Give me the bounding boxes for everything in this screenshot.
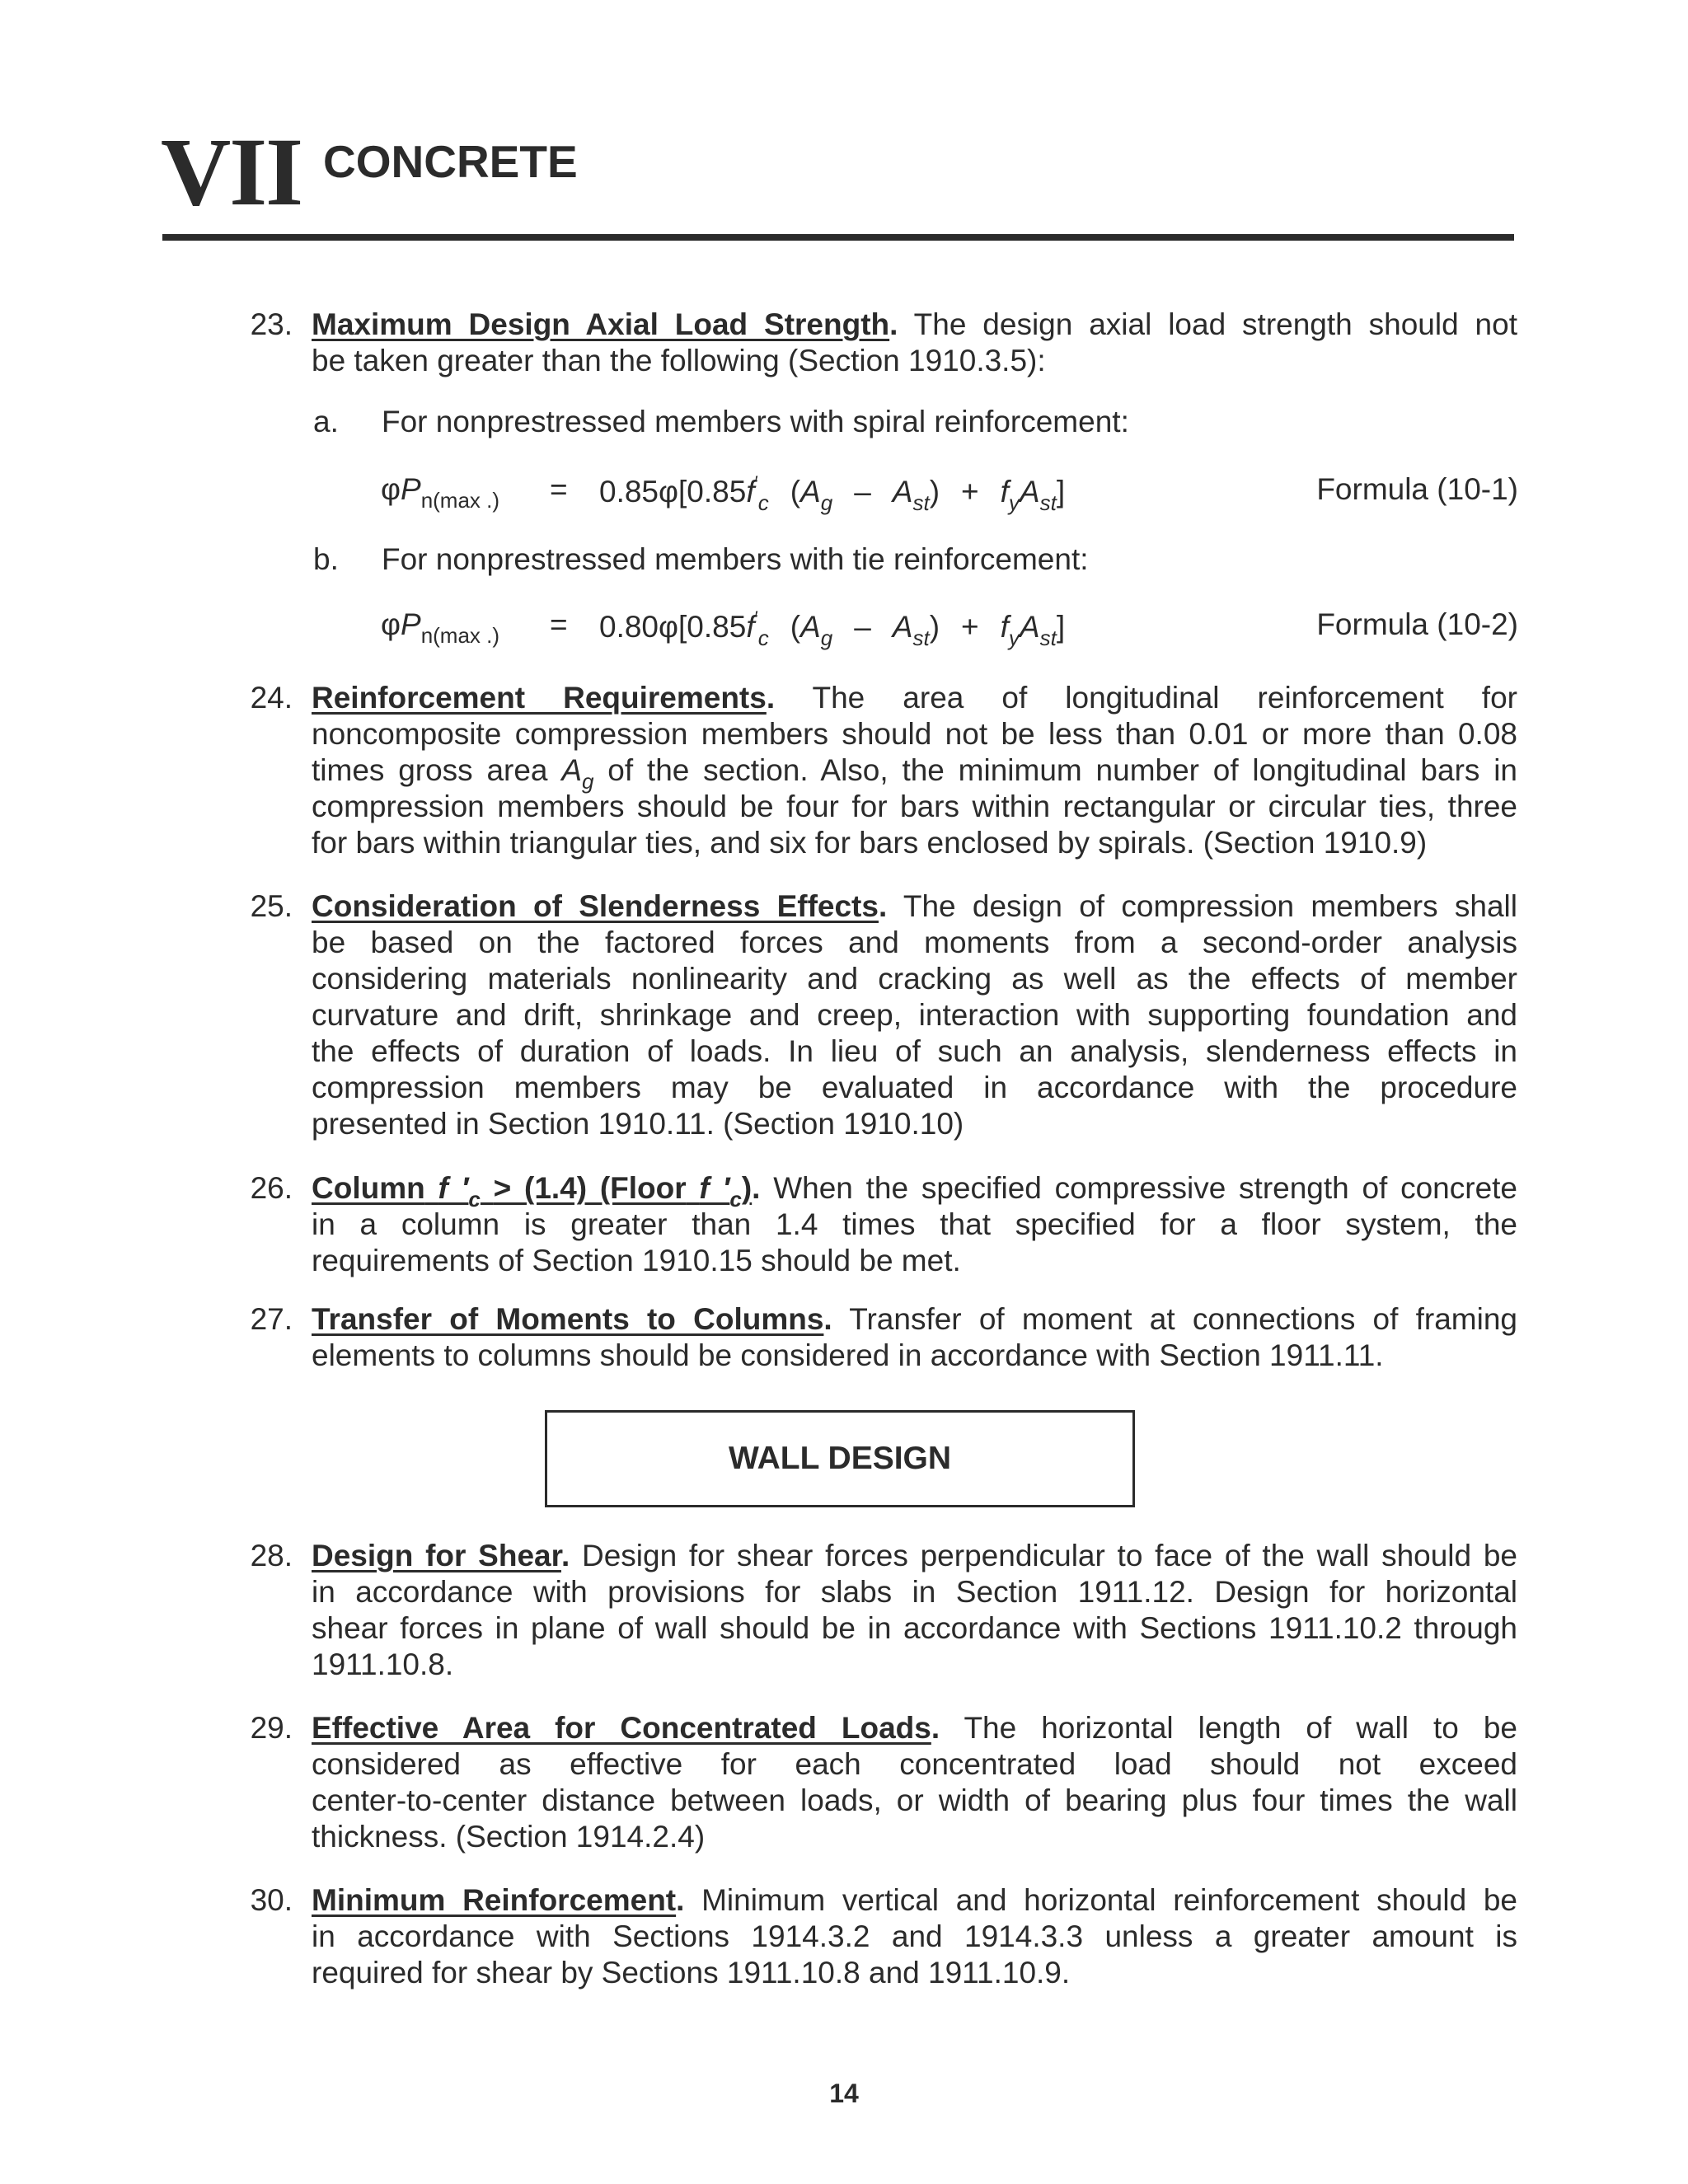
- item-heading: Column f $'_c > (1.4)$ (Floor f $'_c$): [312, 1171, 753, 1212]
- item-heading: Consideration of Slenderness Effects: [312, 889, 879, 923]
- item-heading: Effective Area for Concentrated Loads: [312, 1711, 931, 1745]
- item-heading: Transfer of Moments to Columns: [312, 1302, 824, 1336]
- item-heading: Maximum Design Axial Load Strength: [312, 307, 890, 341]
- item-number: 24.: [250, 681, 293, 715]
- document-page: VII CONCRETE 23. Maximum Design Axial Load Strength. The design axial load strength should not be taken greater than the following (Section 1910.3.5): a. For nonprestressed members with spiral reinforcement: $\varphi P_{n(max .)}$ = $0.85\varphi[0.85f'_c$ $(A_g - A_{st}) + f_yA_{st}$] Formula (10-1) b. For nonprestressed members with tie reinforcement: $\varphi P_{n(max .)}$ = $0.80\varphi[0.85f'_c$ $(A_g - A_{st}) + f_yA_{st}$] Formula (10-2) 24. Reinforcement Requirements. The area of longitudinal reinforcement for noncomposite compression members should not be less than 0.01 or more than 0.08 times gross area $A_g$ of the section. Also, the minimum number of longitudinal bars in compression members should be four for bars within rectangular or circular ties, three for bars within triangular ties, and six for bars enclosed by spirals. (Section 1910.9) 25. Consideration of Slenderness Effects. The design of compression members shall be based on the factored forces and moments from a second-order analysis considering materials nonlinearity and cracking as well as the effects of member curvature and drift, shrinkage and creep, interaction with supporting foundation and the effects of duration of loads. In lieu of such an analysis, slenderness effects in compression members may be evaluated in accordance with the procedure presented in Section 1910.11. (Section 1910.10) 26. Column f $'_c > (1.4)$ (Floor f $'_c$). When the specified compressive strength of concrete in a column is greater than 1.4 times that specified for a floor system, the requirements of Section 1910.15 should be met. 27. Transfer of Moments to Columns. Transfer of moment at connections of framing elements to columns should be considered in accordance with Section 1911.11. WALL DESIGN 28. Design for Shear. Design for shear forces perpendicular to face of the wall should be in accordance with provisions for slabs in Section 1911.12. Design for horizontal shear forces in plane of wall should be in accordance with Sections 1911.10.2 through 1911.10.8. 29. Effective Area for Concentrated Loads. The horizontal length of wall to be considered as effective for each concentrated load should not exceed center-to-center distance between loads, or width of bearing plus four times the wall thickness. (Section 1914.2.4) 30. Minimum Reinforcement. Minimum vertical and horizontal reinforcement should be in accordance with Sections 1914.3.2 and 1914.3.3 unless a greater amount is required for shear by Sections 1911.10.8 and 1911.10.9. 14: [0, 0, 1688, 2184]
- formula-10-1: $\varphi P_{n(max .)}$ = $0.85\varphi[0.85f'_c$ $(A_g - A_{st}) + f_yA_{st}$] Formula (10-1): [381, 472, 1518, 515]
- subitem-letter: b.: [313, 542, 339, 576]
- item-text: The design axial load strength should not: [913, 307, 1517, 341]
- item-number: 27.: [250, 1302, 293, 1336]
- subitem-text: For nonprestressed members with spiral reinforcement:: [382, 405, 1129, 438]
- item-number: 26.: [250, 1171, 293, 1205]
- chapter-title: CONCRETE: [323, 136, 578, 187]
- item-heading: Design for Shear: [312, 1539, 561, 1572]
- item-number: 30.: [250, 1883, 293, 1917]
- page-number: 14: [829, 2079, 859, 2108]
- subitem-letter: a.: [313, 405, 339, 438]
- formula-coefficient: 0.80: [599, 610, 659, 644]
- item-number: 23.: [250, 307, 293, 341]
- subitem-text: For nonprestressed members with tie reinforcement:: [382, 542, 1089, 576]
- formula-coefficient: 0.85: [599, 475, 659, 509]
- chapter-number: VII: [161, 118, 302, 226]
- header-rule: [162, 234, 1514, 241]
- item-heading: Reinforcement Requirements: [312, 681, 767, 715]
- formula-reference: Formula (10-2): [1316, 607, 1518, 641]
- item-number: 28.: [250, 1539, 293, 1572]
- wall-design-heading: WALL DESIGN: [728, 1441, 952, 1476]
- item-text: be taken greater than the following (Section 1910.3.5):: [312, 344, 1046, 377]
- item-heading: Minimum Reinforcement: [312, 1883, 677, 1917]
- item-number: 29.: [250, 1711, 293, 1745]
- item-number: 25.: [250, 889, 293, 923]
- wall-design-heading-box: [545, 1410, 1135, 1507]
- formula-10-2: $\varphi P_{n(max .)}$ = $0.80\varphi[0.85f'_c$ $(A_g - A_{st}) + f_yA_{st}$] Formula (10-2): [381, 607, 1518, 650]
- formula-reference: Formula (10-1): [1316, 472, 1518, 506]
